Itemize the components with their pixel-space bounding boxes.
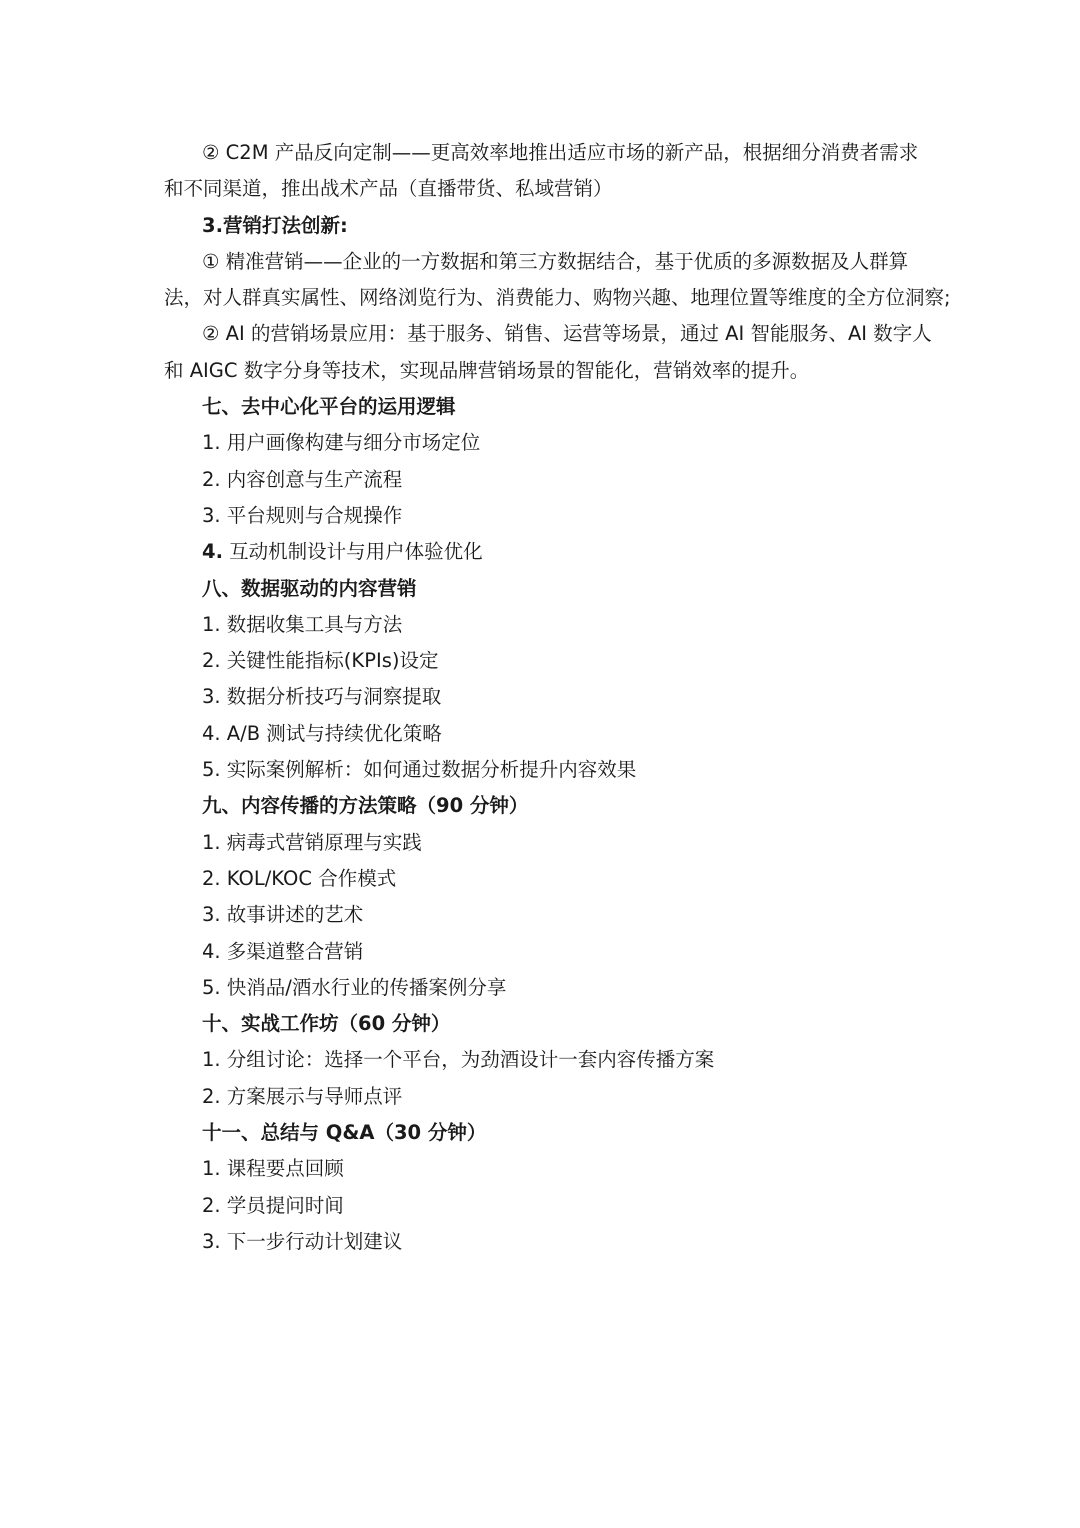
paragraph-ai-line1: ② AI 的营销场景应用：基于服务、销售、运营等场景，通过 AI 智能服务、AI 数字人 [202, 322, 932, 346]
list-item: 2. 学员提问时间 [202, 1193, 344, 1217]
list-item: 1. 用户画像构建与细分市场定位 [202, 431, 481, 455]
paragraph-precision-line1: ① 精准营销——企业的一方数据和第三方数据结合，基于优质的多源数据及人群算 [202, 249, 909, 273]
list-item: 1. 数据收集工具与方法 [202, 612, 403, 636]
list-item: 2. 关键性能指标(KPIs)设定 [202, 649, 439, 673]
paragraph-c2m-line1: ② C2M 产品反向定制——更高效率地推出适应市场的新产品，根据细分消费者需求 [202, 141, 919, 164]
list-item: 3. 故事讲述的艺术 [202, 903, 364, 927]
list-item: 3. 数据分析技巧与洞察提取 [202, 685, 442, 709]
list-item: 5. 实际案例解析：如何通过数据分析提升内容效果 [202, 758, 637, 782]
section-11-heading: 十一、总结与 Q&A（30 分钟） [202, 1121, 487, 1145]
list-item: 1. 课程要点回顾 [202, 1157, 344, 1181]
document-body [164, 135, 951, 1260]
list-item: 4. 多渠道整合营销 [202, 939, 364, 963]
list-item: 3. 平台规则与合规操作 [202, 503, 403, 527]
list-item: 2. 方案展示与导师点评 [202, 1084, 403, 1108]
list-item: 5. 快消品/酒水行业的传播案例分享 [202, 975, 507, 999]
list-item: 1. 分组讨论：选择一个平台，为劲酒设计一套内容传播方案 [202, 1048, 715, 1072]
marketing-innovation-heading: 3.营销打法创新: [202, 213, 348, 237]
list-item [164, 534, 918, 570]
list-item: 3. 下一步行动计划建议 [202, 1229, 403, 1253]
list-item: 2. KOL/KOC 合作模式 [202, 866, 397, 890]
section-7-heading: 七、去中心化平台的运用逻辑 [202, 395, 456, 419]
list-item: 1. 病毒式营销原理与实践 [202, 830, 422, 854]
list-item-number: 4. [202, 540, 223, 564]
paragraph-precision-line2: 法，对人群真实属性、网络浏览行为、消费能力、购物兴趣、地理位置等维度的全方位洞察; [164, 286, 951, 310]
section-10-heading: 十、实战工作坊（60 分钟） [202, 1012, 451, 1036]
list-item: 4. A/B 测试与持续优化策略 [202, 721, 442, 745]
paragraph-ai-line2: 和 AIGC 数字分身等技术，实现品牌营销场景的智能化，营销效率的提升。 [164, 358, 810, 382]
list-item: 2. 内容创意与生产流程 [202, 467, 403, 491]
section-9-heading: 九、内容传播的方法策略（90 分钟） [202, 794, 529, 818]
section-8-heading: 八、数据驱动的内容营销 [202, 576, 417, 600]
list-item-text: 互动机制设计与用户体验优化 [222, 540, 483, 564]
paragraph-c2m-line2: 和不同渠道，推出战术产品（直播带货、私域营销） [164, 177, 613, 201]
